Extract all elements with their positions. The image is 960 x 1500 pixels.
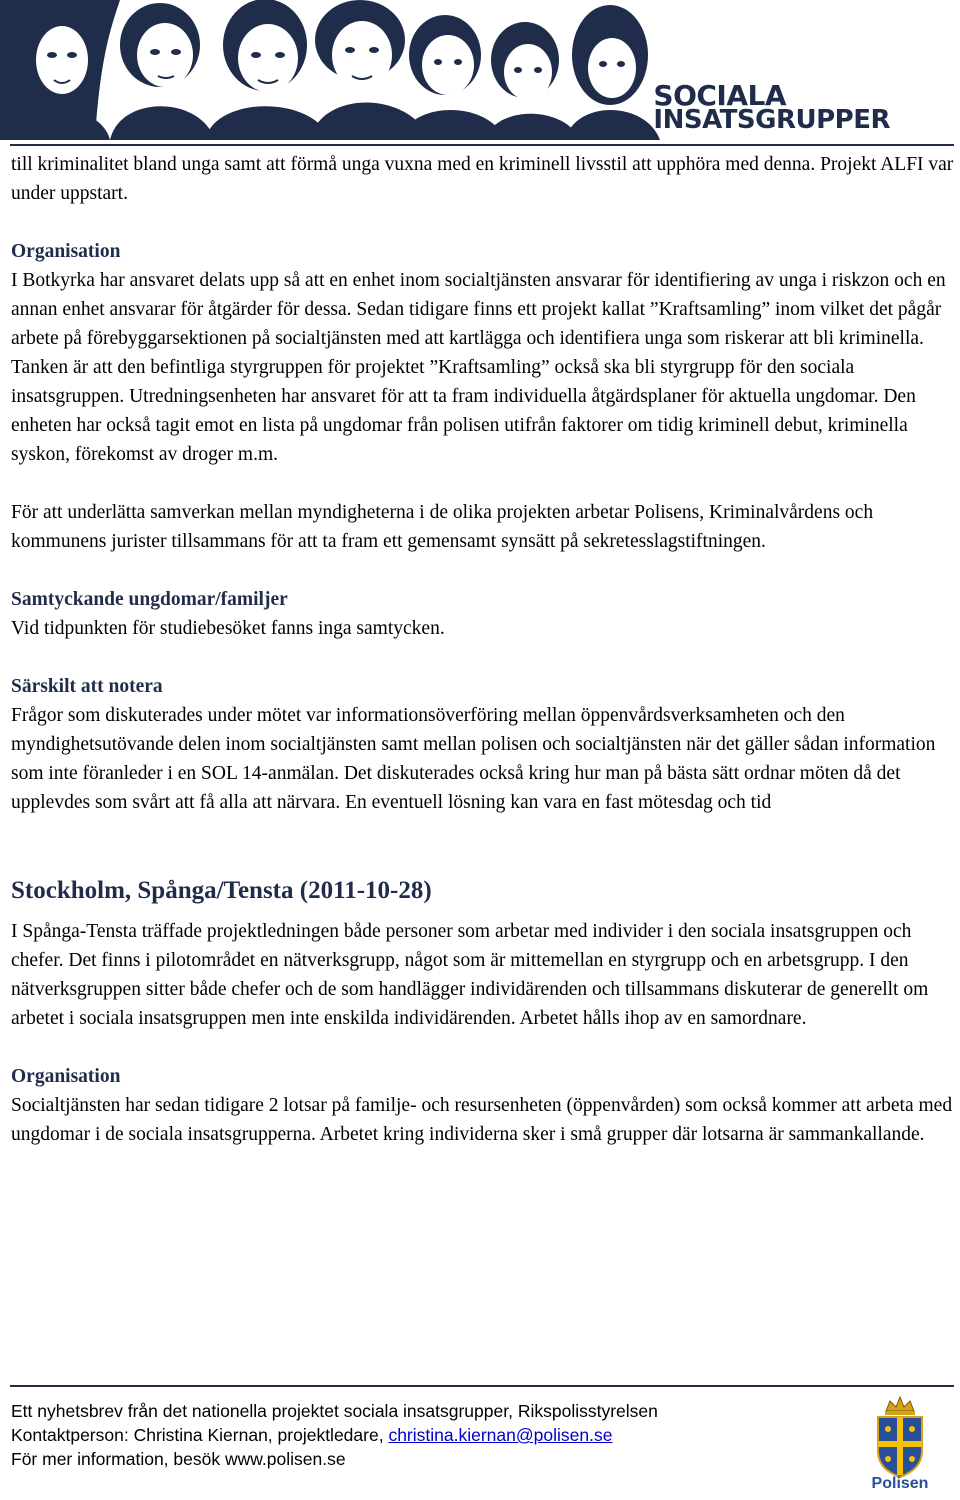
header-banner xyxy=(0,0,960,140)
header-divider xyxy=(10,144,954,146)
logo-line-2: INSATSGRUPPER xyxy=(653,105,890,135)
sociala-insatsgrupper-logo xyxy=(653,79,890,135)
heading-sarskilt-att-notera: Särskilt att notera xyxy=(11,676,163,697)
paragraph-sarskilt-att-notera: Frågor som diskuterades under mötet var informationsöverföring mellan öppenvårdsverksamheten och den myndighetsutövande delen inom socialtjänsten samt mellan polisen och socialtjänsten när det gäller sådan information som inte föranleder i en SOL 14-anmälan. Det diskuterades också kring hur man på bästa sätt ordnar möten då det upplevdes som svårt att få alla att närvara. En eventuell lösning kan vara en fast mötesdag och tid xyxy=(11,705,936,813)
section-heading-stockholm: Stockholm, Spånga/Tensta (2011-10-28) xyxy=(11,877,432,904)
footer-contact-line xyxy=(11,1423,658,1447)
polisen-label: Polisen xyxy=(871,1475,929,1492)
contact-email-link[interactable]: christina.kiernan@polisen.se xyxy=(388,1425,613,1445)
logo-line-1: SOCIALA xyxy=(653,79,787,112)
paragraph-spanga-organisation: Socialtjänsten har sedan tidigare 2 lotsar på familje- och resursenheten (öppenvården) som också kommer att arbeta med ungdomar i de sociala insatsgrupperna. Arbetet kring individerna sker i små grupper där lotsarna är sammankallande. xyxy=(11,1095,953,1145)
main-content xyxy=(11,150,955,1149)
youth-illustration xyxy=(0,0,660,140)
heading-samtyckande: Samtyckande ungdomar/familjer xyxy=(11,589,288,610)
footer-divider xyxy=(10,1385,954,1387)
footer-contact-text: Kontaktperson: Christina Kiernan, projektledare, xyxy=(11,1425,389,1445)
heading-organisation-spanga: Organisation xyxy=(11,1066,121,1087)
paragraph-spanga-tensta: I Spånga-Tensta träffade projektledningen både personer som arbetar med individer i den sociala insatsgruppen och chefer. Det finns i pilotområdet en nätverksgrupp, något som är mittemellan en styrgrupp och en arbetsgrupp. I den nätverksgruppen sitter både chefer och de som handlägger individärenden och tillsammans diskuterar de generellt om arbetet i sociala insatsgruppen men inte enskilda individärenden. Arbetet hålls ihop av en samordnare. xyxy=(11,921,929,1029)
paragraph-botkyrka-organisation: I Botkyrka har ansvaret delats upp så att en enhet inom socialtjänsten ansvarar för identifiering av unga i riskzon och en annan enhet ansvarar för åtgärder för dessa. Sedan tidigare finns ett projekt kallat ”Kraftsamling” inom vilket det pågår arbete på förebyggarsektionen på socialtjänsten med att kartlägga och identifiera unga som riskerar att bli kriminella. Tanken är att den befintliga styrgruppen för projektet ”Kraftsamling” också ska bli styrgrupp för den sociala insatsgruppen. Utredningsenheten har ansvaret för att ta fram individuella åtgärdsplaner för aktuella ungdomar. Den enheten har också tagit emot en lista på ungdomar från polisen utifrån faktorer om tidig kriminell debut, kriminella syskon, förekomst av droger m.m. xyxy=(11,270,946,465)
paragraph-alfi: till kriminalitet bland unga samt att förmå unga vuxna med en kriminell livsstil att upphöra med denna. Projekt ALFI var under uppstart. xyxy=(11,154,954,204)
paragraph-samtyckande: Vid tidpunkten för studiebesöket fanns inga samtycken. xyxy=(11,618,445,639)
paragraph-samverkan: För att underlätta samverkan mellan myndigheterna i de olika projekten arbetar Polisens, Kriminalvårdens och kommunens jurister tillsammans för att ta fram ett gemensamt synsätt på sekretesslagstiftningen. xyxy=(11,502,874,552)
heading-organisation-botkyrka: Organisation xyxy=(11,241,121,262)
police-emblem xyxy=(868,1395,932,1495)
footer xyxy=(11,1399,658,1471)
footer-info-line: För mer information, besök www.polisen.se xyxy=(11,1449,346,1469)
footer-newsletter-line: Ett nyhetsbrev från det nationella projektet sociala insatsgrupper, Rikspolisstyrelsen xyxy=(11,1401,658,1421)
